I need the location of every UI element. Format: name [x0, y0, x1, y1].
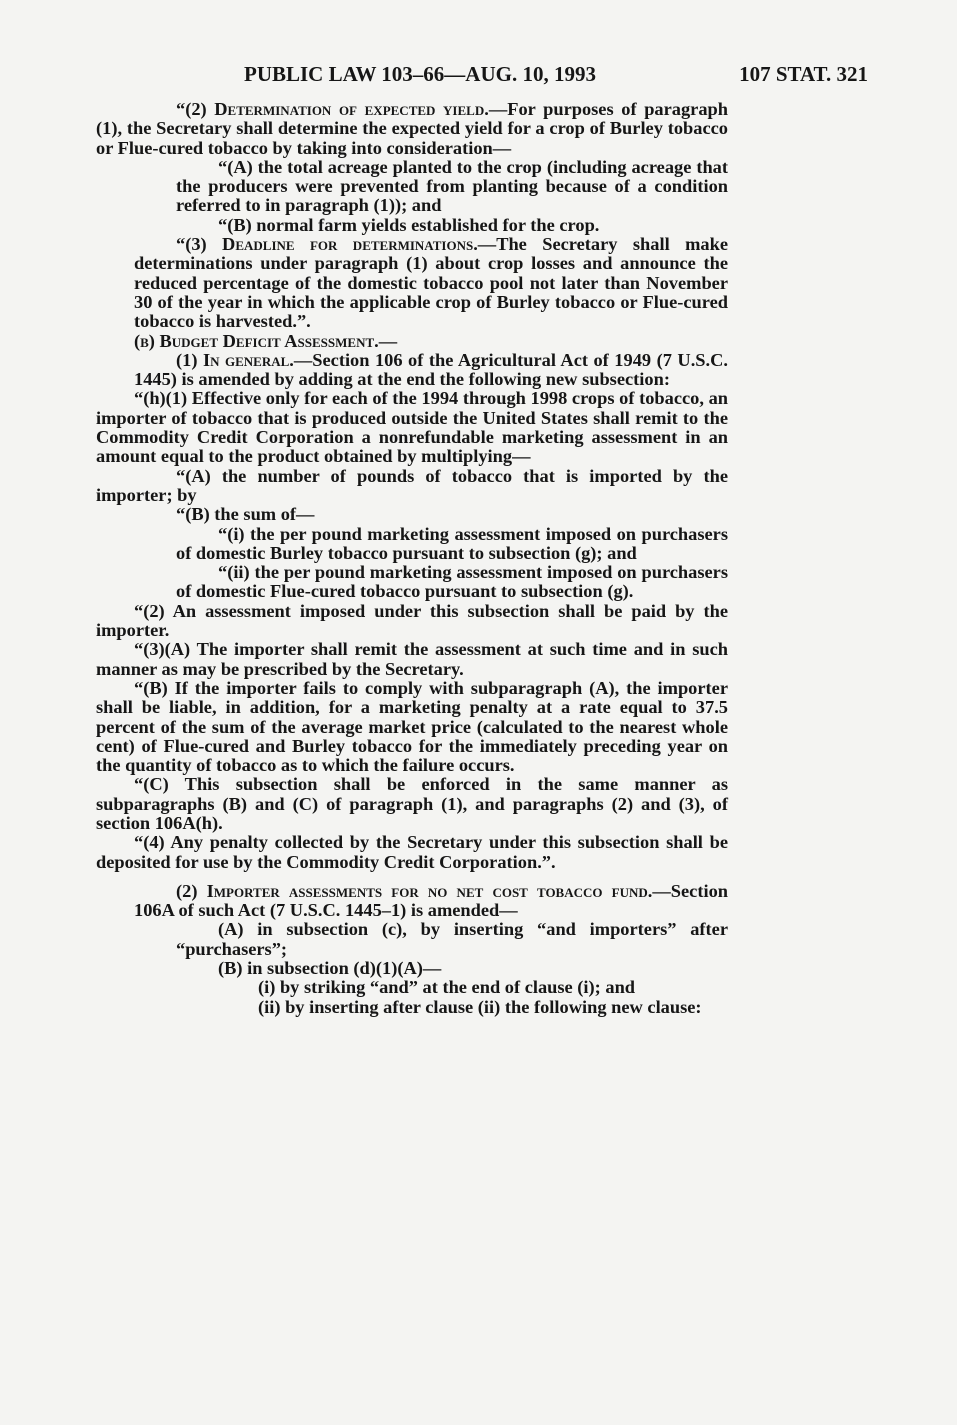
paragraph: (ii) by inserting after clause (ii) the following new clause:	[258, 996, 702, 1017]
paragraph: “(2) Determination of expected yield.—For purposes of paragraph (1), the Secretary shall determine the expected yield for a crop of Burley tobacco or Flue-cured tobacco by taking into consideration—	[96, 99, 728, 158]
paragraph-heading: “(2) Determination of expected yield.	[176, 99, 489, 119]
paragraph: “(A) the total acreage planted to the crop (including acreage that the producers were prevented from planting because of a condition referred to in paragraph (1)); and	[176, 156, 728, 216]
section-heading: (b) Budget Deficit Assessment.—	[134, 330, 398, 351]
paragraph-heading: “(3) Deadline for determinations.	[176, 234, 478, 255]
paragraph: “(i) the per pound marketing assessment imposed on purchasers of domestic Burley tobacco pursuant to subsection (g); and	[176, 523, 728, 563]
paragraph: (A) in subsection (c), by inserting “and importers” after “purchasers”;	[176, 919, 728, 959]
paragraph: (B) in subsection (d)(1)(A)—	[218, 958, 442, 979]
running-head: PUBLIC LAW 103–66—AUG. 10, 1993	[244, 62, 596, 86]
paragraph: “(h)(1) Effective only for each of the 1994 through 1998 crops of tobacco, an importer of tobacco that is produced outside the United States shall remit to the Commodity Credit Corporation a nonrefundable marketing assessment in an amount equal to the product obtained by multiplying—	[96, 388, 728, 467]
paragraph-heading: (b) Budget Deficit Assessment.	[134, 330, 379, 351]
paragraph: “(ii) the per pound marketing assessment imposed on purchasers of domestic Flue-cured tobacco pursuant to subsection (g).	[176, 562, 728, 602]
statute-text	[96, 100, 728, 1017]
paragraph-heading: (2) Importer assessments for no net cost tobacco fund.	[176, 880, 653, 901]
paragraph: (1) In general.—Section 106 of the Agricultural Act of 1949 (7 U.S.C. 1445) is amended by adding at the end the following new subsection:	[134, 349, 728, 390]
paragraph: “(3)(A) The importer shall remit the assessment at such time and in such manner as may be prescribed by the Secretary.	[96, 639, 728, 679]
paragraph: “(A) the number of pounds of tobacco that is imported by the importer; by	[96, 465, 728, 505]
page-header	[96, 62, 868, 88]
paragraph: “(3) Deadline for determinations.—The Secretary shall make determinations under paragraph (1) about crop losses and announce the reduced percentage of the domestic tobacco pool not later than November 30 of the year in which the applicable crop of Burley tobacco or Flue-cured tobacco is harvested.”.	[134, 234, 728, 332]
paragraph: (i) by striking “and” at the end of clause (i); and	[258, 977, 636, 998]
paragraph: “(B) the sum of—	[176, 504, 315, 525]
paragraph: “(2) An assessment imposed under this subsection shall be paid by the importer.	[96, 600, 728, 641]
paragraph: “(B) If the importer fails to comply with subparagraph (A), the importer shall be liable, in addition, for a marketing penalty at a rate equal to 37.5 percent of the sum of the average market price (calculated to the nearest whole cent) of Flue-cured and Burley tobacco for the immediately preceding year on the quantity of tobacco as to which the failure occurs.	[96, 677, 728, 776]
paragraph: “(4) Any penalty collected by the Secretary under this subsection shall be deposited for use by the Commodity Credit Corporation.”.	[96, 832, 728, 872]
statute-page-number: 107 STAT. 321	[739, 62, 868, 86]
paragraph: (2) Importer assessments for no net cost tobacco fund.—Section 106A of such Act (7 U.S.C. 1445–1) is amended—	[134, 880, 728, 921]
paragraph: “(C) This subsection shall be enforced in the same manner as subparagraphs (B) and (C) of paragraph (1), and paragraphs (2) and (3), of section 106A(h).	[96, 774, 728, 833]
paragraph: “(B) normal farm yields established for the crop.	[218, 214, 600, 235]
paragraph-heading: (1) In general.	[176, 349, 294, 370]
